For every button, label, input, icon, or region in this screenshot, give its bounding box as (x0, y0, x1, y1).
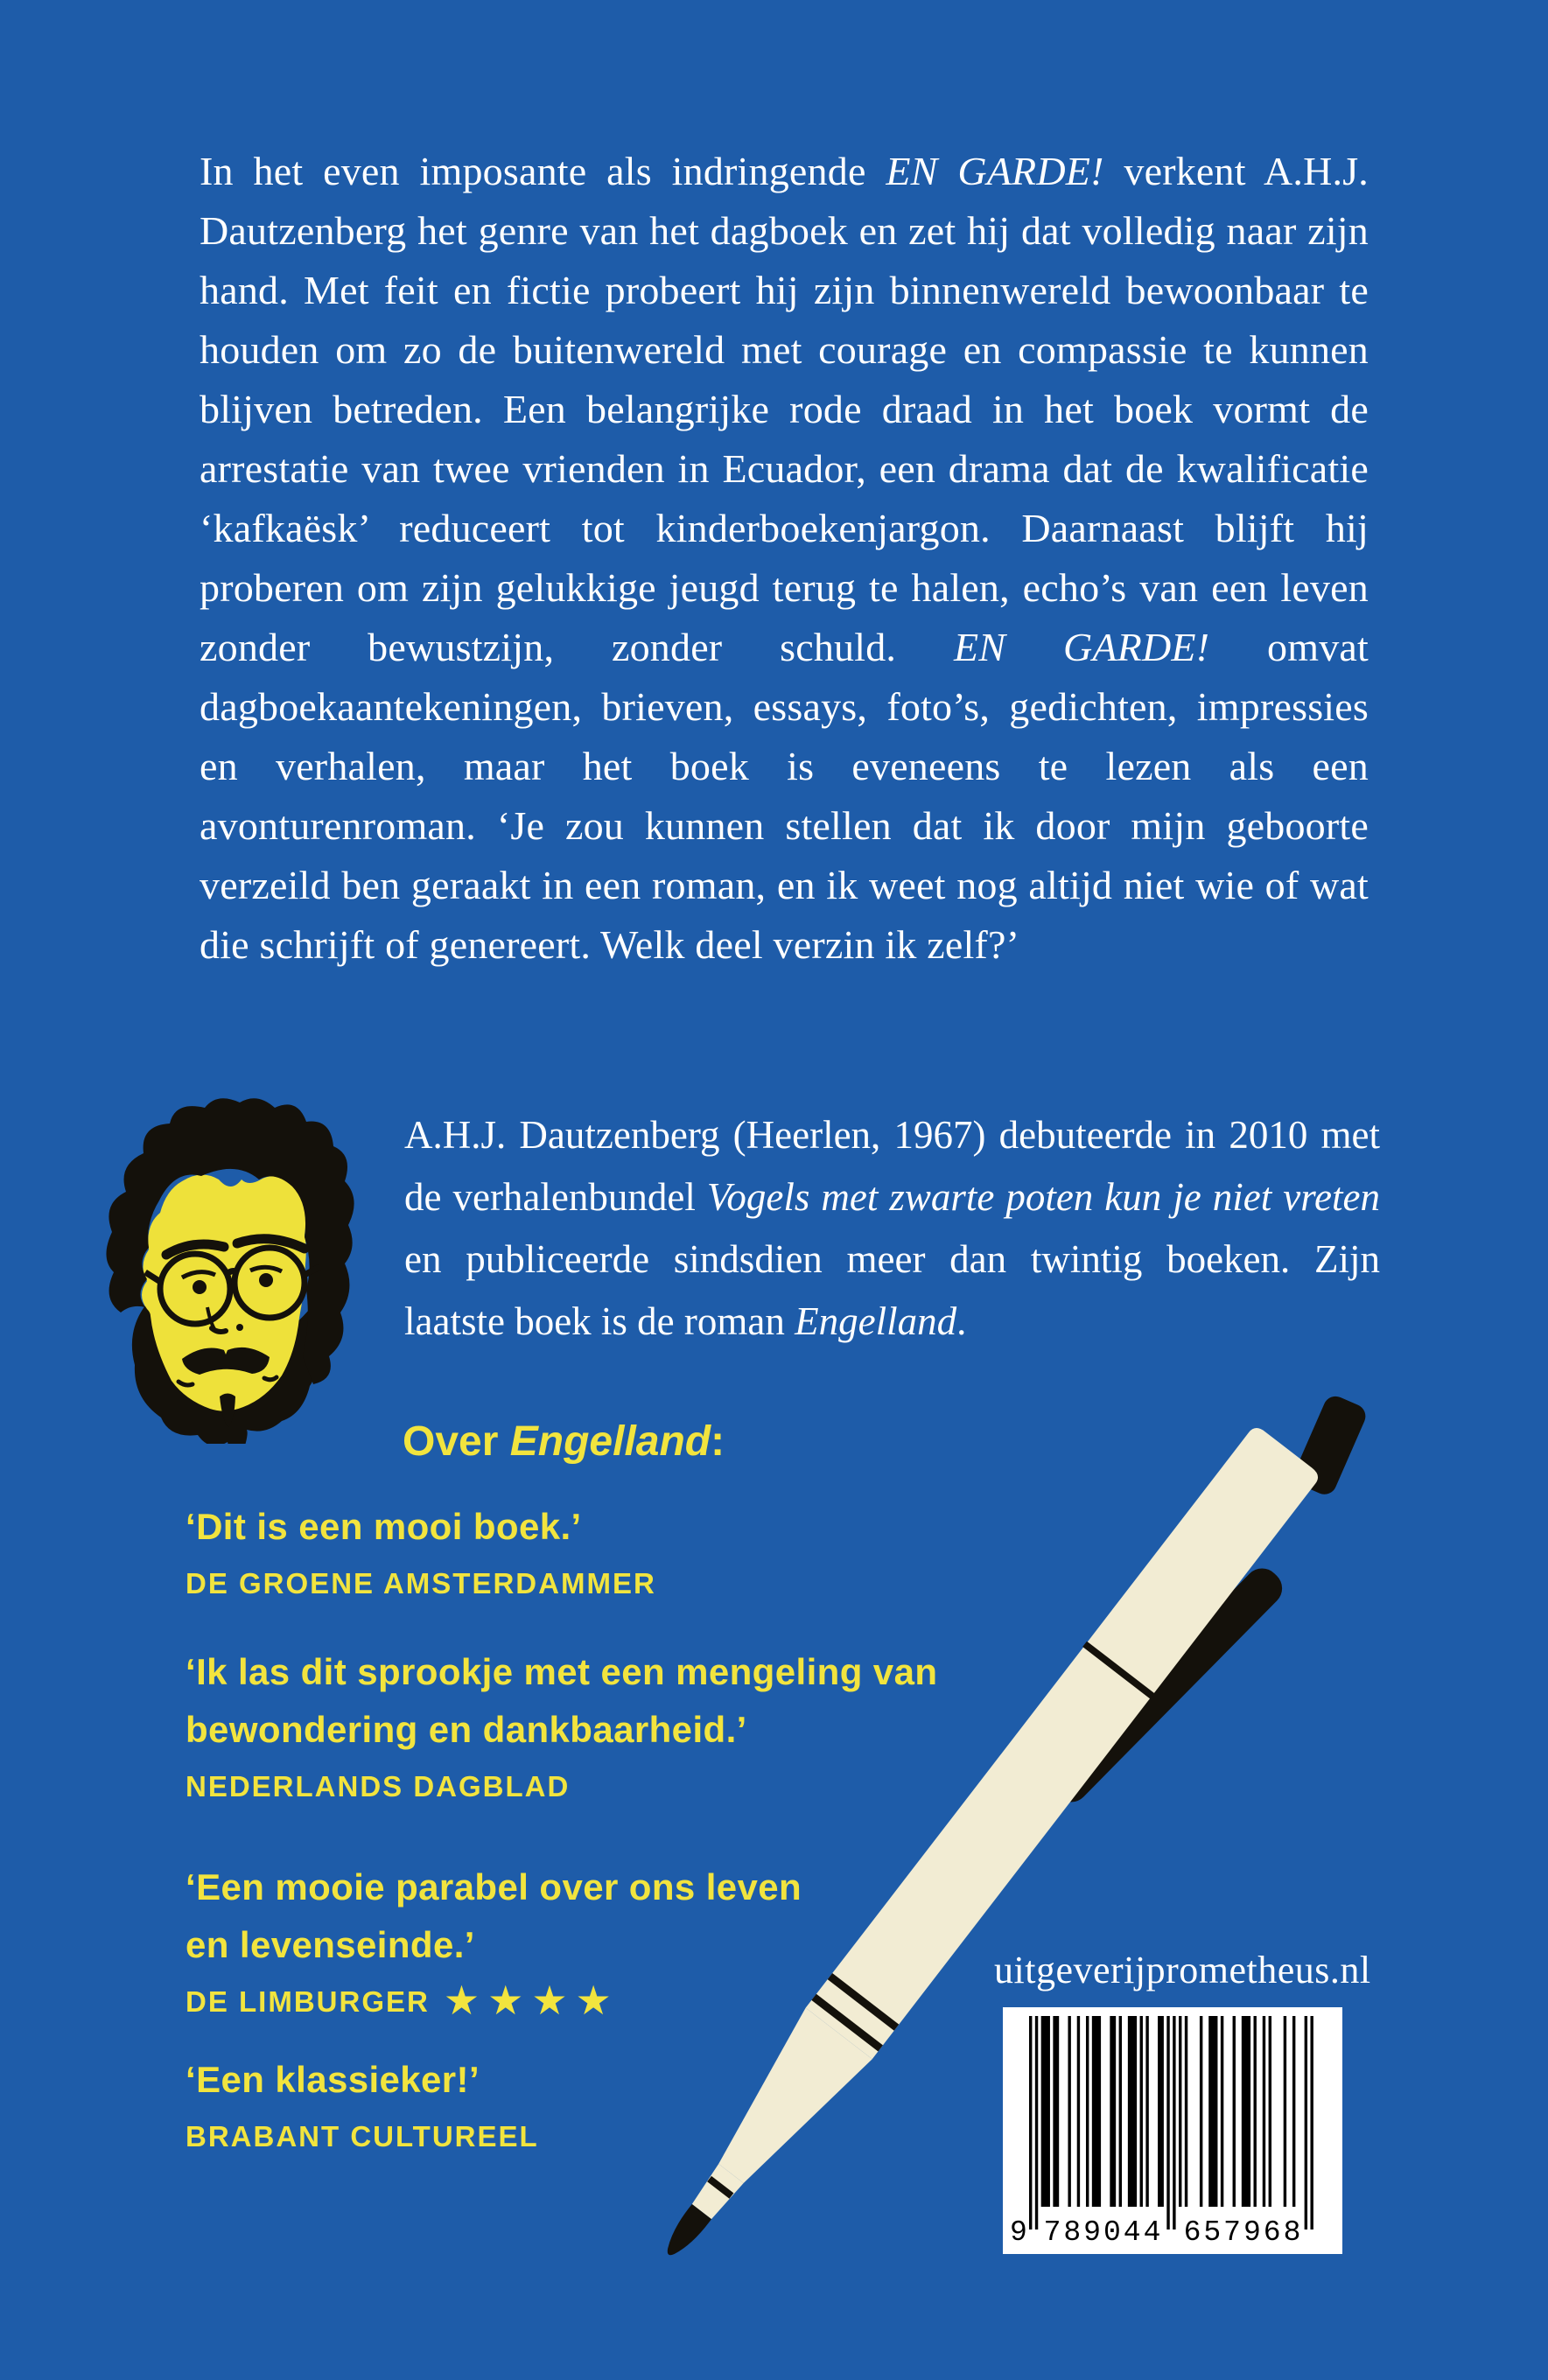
quote-source-label: NEDERLANDS DAGBLAD (186, 1770, 571, 1802)
quote-source (186, 1768, 937, 1806)
isbn-digits (1003, 2212, 1342, 2249)
author-portrait-illustration (95, 1090, 357, 1444)
book-blurb: In het even imposante als indringende EN GARDE! verkent A.H.J. Dautzenberg het genre van het dagboek en zet hij dat volledig naar zijn hand. Met feit en fictie probeert hij zijn binnenwereld bewoonbaar te houden om zo de buitenwereld met courage en compassie te kunnen blijven betreden. Een belangrijke rode draad in het boek vormt de arrestatie van twee vrienden in Ecuador, een drama dat de kwalificatie ‘kafkaësk’ reduceert tot kinderboekenjargon. Daarnaast blijft hij proberen om zijn gelukkige jeugd terug te halen, echo’s van een leven zonder bewustzijn, zonder schuld. EN GARDE! omvat dagboekaantekeningen, brieven, essays, foto’s, gedichten, impressies en verhalen, maar het boek is eveneens te lezen als een avonturenroman. ‘Je zou kunnen stellen dat ik door mijn geboorte verzeild ben geraakt in een roman, en ik weet nog altijd niet wie of wat die schrijft of genereert. Welk deel verzin ik zelf?’ (200, 149, 1369, 967)
quote-source-label: DE GROENE AMSTERDAMMER (186, 1567, 656, 1600)
quote-source-label: BRABANT CULTUREEL (186, 2120, 539, 2152)
isbn-digits-left: 789044 (1043, 2216, 1164, 2249)
author-bio: A.H.J. Dautzenberg (Heerlen, 1967) debuteerde in 2010 met de verhalenbundel Vogels met zwarte poten kun je niet vreten en publiceerde sindsdien meer dan twintig boeken. Zijn laatste boek is de roman Engelland. (404, 1113, 1380, 1343)
quote-source-label: DE LIMBURGER (186, 1985, 430, 2018)
star-rating: ★★★★ (443, 1977, 620, 2024)
glasses-bridge (226, 1271, 237, 1275)
quote-source (186, 2118, 539, 2156)
quote-line: ‘Een mooie parabel over ons leven (186, 1866, 802, 1908)
quote-line: en levenseinde.’ (186, 1924, 475, 1965)
quote-line: ‘Een klassieker!’ (186, 2059, 480, 2100)
publisher-website: uitgeverijprometheus.nl (994, 1949, 1371, 1992)
eye-right (259, 1273, 273, 1287)
quote-line: ‘Ik las dit sprookje met een mengeling van (186, 1651, 938, 1692)
reviews-heading-suffix: : (711, 1418, 725, 1465)
quote-source (186, 1564, 656, 1603)
review-quote-2 (186, 1643, 937, 1806)
reviews-heading (403, 1418, 725, 1466)
quote-line: bewondering en dankbaarheid.’ (186, 1709, 747, 1750)
nostril-right (236, 1324, 243, 1331)
review-quote-4 (186, 2051, 539, 2156)
mouth-corner-right (264, 1377, 277, 1380)
isbn-digit-first: 9 (1010, 2216, 1027, 2249)
reviews-heading-prefix: Over (403, 1418, 510, 1465)
quote-line: ‘Dit is een mooi boek.’ (186, 1506, 582, 1547)
review-quote-3 (186, 1858, 802, 2024)
isbn-digits-right: 657968 (1183, 2216, 1304, 2249)
reviews-heading-book-title: Engelland (509, 1418, 711, 1465)
review-quote-1 (186, 1498, 656, 1603)
quote-source (186, 1977, 802, 2024)
eye-left (193, 1280, 207, 1294)
isbn-barcode (1003, 2007, 1342, 2254)
